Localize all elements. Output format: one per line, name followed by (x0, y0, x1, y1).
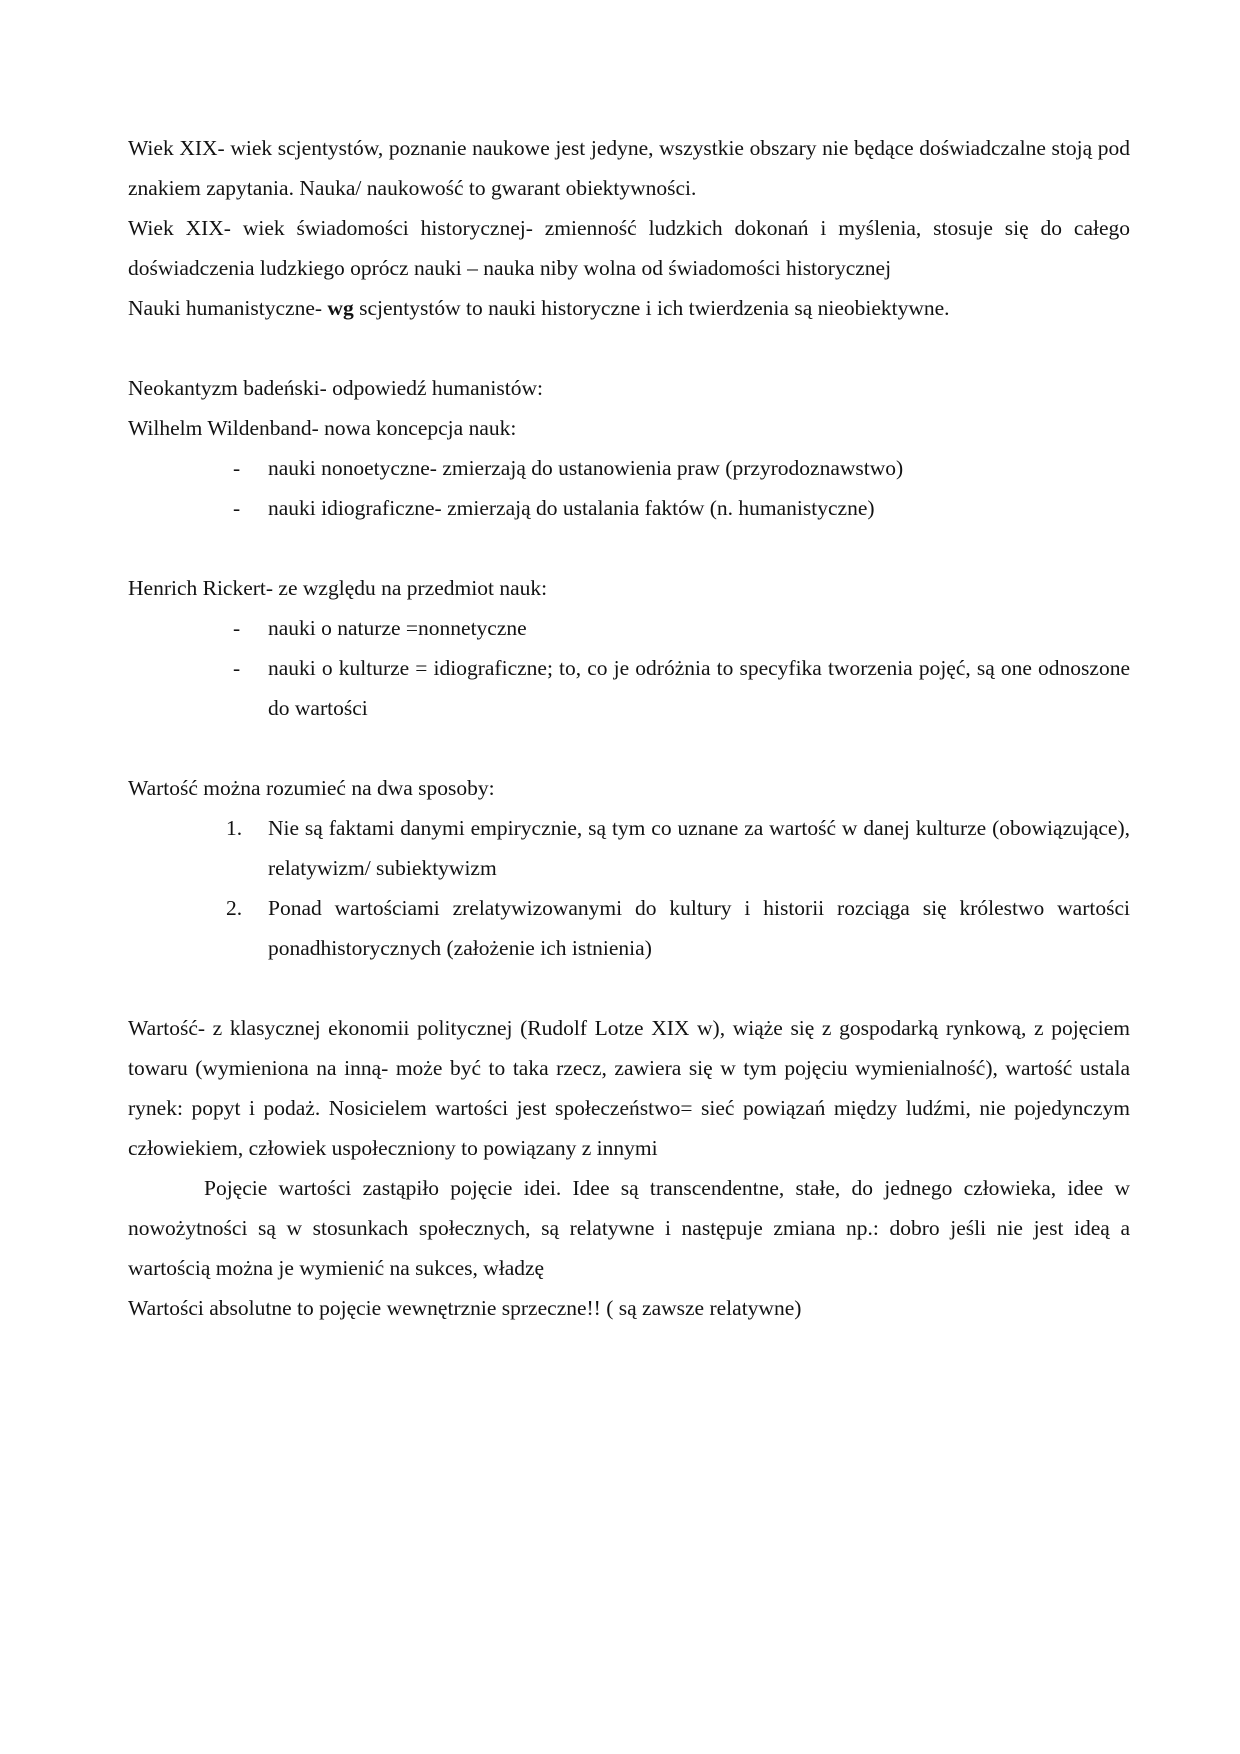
list-wartosc-sposoby (128, 808, 1130, 968)
heading-wilhelm-wildenband: Wilhelm Wildenband- nowa koncepcja nauk: (128, 416, 517, 440)
list-item-text: nauki o naturze =nonnetyczne (268, 616, 527, 640)
paragraph-wartosc-ekonomia: Wartość- z klasycznej ekonomii politycznej (Rudolf Lotze XIX w), wiąże się z gospodarką rynkową, z pojęciem towaru (wymieniona na inną- może być to taka rzecz, zawiera się w tym pojęciu wymienialność), wartość ustala rynek: popyt i podaż. Nosicielem wartości jest społeczeństwo= sieć powiązań między ludźmi, nie pojedynczym człowiekiem, człowiek uspołeczniony to powiązany z innymi (128, 1016, 1130, 1160)
list-item-text: Ponad wartościami zrelatywizowanymi do kultury i historii rozciąga się królestwo wartości ponadhistorycznych (założenie ich istnienia) (268, 896, 1130, 960)
list-item (128, 488, 1130, 528)
paragraph-wiek-xix-scjentystow: Wiek XIX- wiek scjentystów, poznanie naukowe jest jedyne, wszystkie obszary nie będące doświadczalne stoją pod znakiem zapytania. Nauka/ naukowość to gwarant obiektywności. (128, 136, 1130, 200)
paragraph-spacer-2 (128, 528, 1130, 568)
list-number-marker: 1. (226, 816, 243, 840)
paragraph-wartosci-absolutne: Wartości absolutne to pojęcie wewnętrznie sprzeczne!! ( są zawsze relatywne) (128, 1296, 802, 1320)
nauki-humanistyczne-bold-wg: wg (327, 296, 354, 320)
paragraph-spacer-3 (128, 728, 1130, 768)
heading-henrich-rickert: Henrich Rickert- ze względu na przedmiot nauk: (128, 576, 548, 600)
paragraph-spacer-1 (128, 328, 1130, 368)
nauki-humanistyczne-lead: Nauki humanistyczne- (128, 296, 328, 320)
list-number-marker: 2. (226, 896, 243, 920)
list-item (128, 648, 1130, 728)
dash-bullet-icon: - (233, 656, 241, 680)
heading-wartosc-dwa-sposoby: Wartość można rozumieć na dwa sposoby: (128, 776, 495, 800)
dash-bullet-icon: - (233, 456, 241, 480)
list-item-text: nauki nonoetyczne- zmierzają do ustanowienia praw (przyrodoznawstwo) (268, 456, 904, 480)
list-item (128, 808, 1130, 888)
document-body (128, 128, 1130, 1328)
list-item (128, 608, 1130, 648)
list-item-text: nauki o kulturze = idiograficzne; to, co je odróżnia to specyfika tworzenia pojęć, są one odnoszone do wartości (268, 656, 1130, 720)
heading-neokantyzm-badenski: Neokantyzm badeński- odpowiedź humanistów: (128, 376, 543, 400)
list-item-text: nauki idiograficzne- zmierzają do ustalania faktów (n. humanistyczne) (268, 496, 875, 520)
list-rickert-przedmiot-nauk (128, 608, 1130, 728)
list-item (128, 448, 1130, 488)
nauki-humanistyczne-tail: scjentystów to nauki historyczne i ich twierdzenia są nieobiektywne. (353, 296, 950, 320)
paragraph-wiek-xix-swiadomosci: Wiek XIX- wiek świadomości historycznej- zmienność ludzkich dokonań i myślenia, stosuje się do całego doświadczenia ludzkiego oprócz nauki – nauka niby wolna od świadomości historycznej (128, 216, 1130, 280)
paragraph-nauki-humanistyczne (128, 288, 1130, 328)
dash-bullet-icon: - (233, 496, 241, 520)
list-item (128, 888, 1130, 968)
paragraph-pojecie-wartosci: Pojęcie wartości zastąpiło pojęcie idei. Idee są transcendentne, stałe, do jednego człowieka, idee w nowożytności są w stosunkach społecznych, są relatywne i następuje zmiana np.: dobro jeśli nie jest ideą a wartością można je wymienić na sukces, władzę (128, 1176, 1130, 1280)
list-item-text: Nie są faktami danymi empirycznie, są tym co uznane za wartość w danej kulturze (obowiązujące), relatywizm/ subiektywizm (268, 816, 1130, 880)
paragraph-spacer-4 (128, 968, 1130, 1008)
list-wildenband-koncepcja-nauk (128, 448, 1130, 528)
dash-bullet-icon: - (233, 616, 241, 640)
